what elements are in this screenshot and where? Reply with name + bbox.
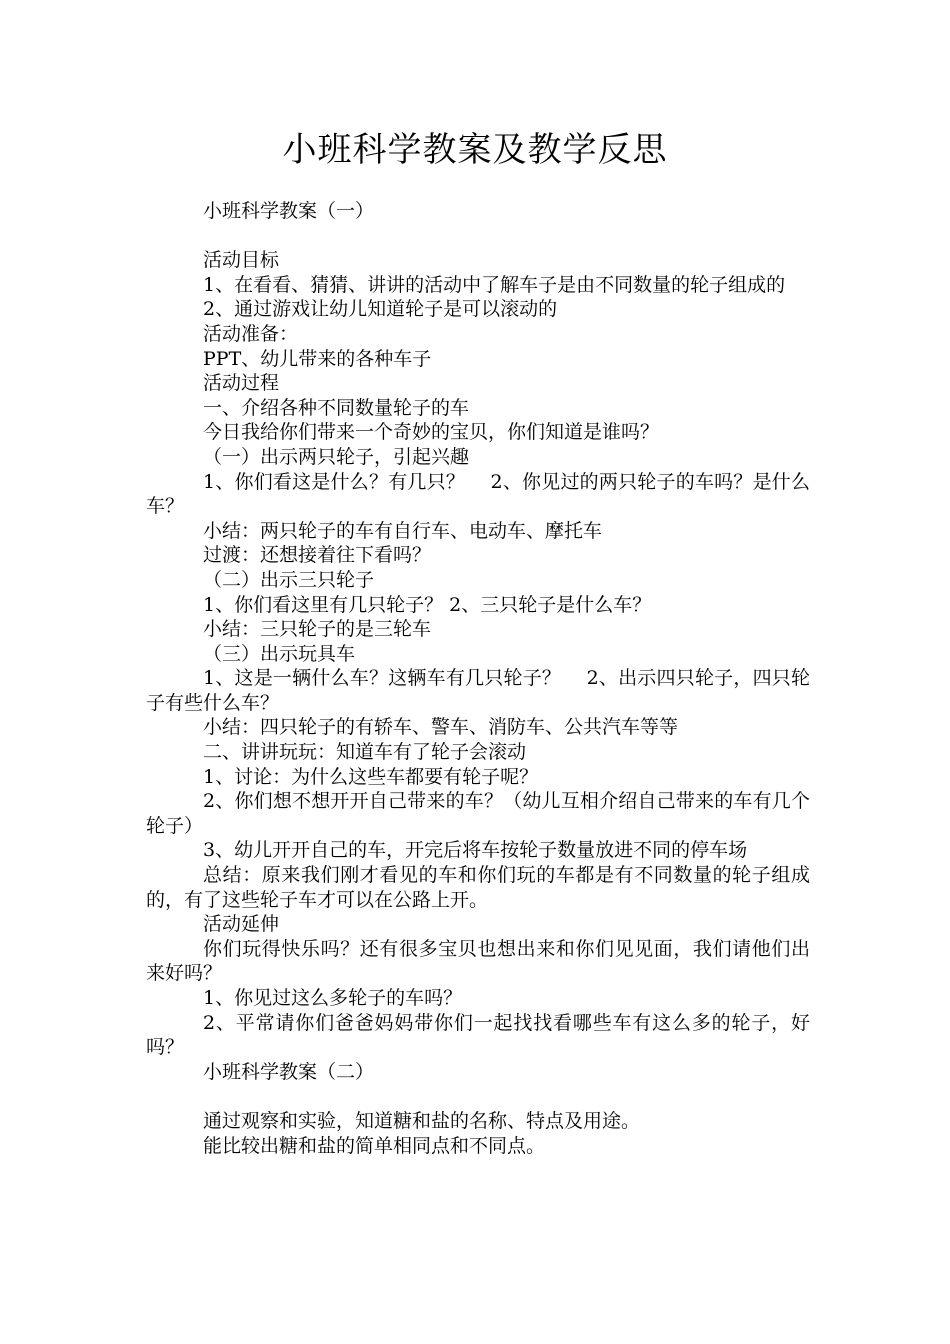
paragraph: 小结：三只轮子的是三轮车 (203, 618, 432, 641)
paragraph: 小结：四只轮子的有轿车、警车、消防车、公共汽车等等 (203, 716, 679, 739)
paragraph: 通过观察和实验，知道糖和盐的名称、特点及用途。 (203, 1109, 641, 1132)
paragraph: 2、你们想不想开开自己带来的车？（幼儿互相介绍自己带来的车有几个轮子） (146, 790, 810, 837)
paragraph: 3、幼儿开开自己的车，开完后将车按轮子数量放进不同的停车场 (203, 839, 748, 862)
paragraph: 你们玩得快乐吗？还有很多宝贝也想出来和你们见见面，我们请他们出来好吗？ (146, 937, 810, 985)
paragraph: （二）出示三只轮子 (203, 568, 375, 591)
paragraph: 1、在看看、猜猜、讲讲的活动中了解车子是由不同数量的轮子组成的 (203, 273, 786, 296)
paragraph: 二、讲讲玩玩：知道车有了轮子会滚动 (203, 741, 527, 764)
paragraph-activity-process: 活动过程 (203, 372, 280, 395)
document-body (146, 199, 810, 1158)
paragraph-activity-extension: 活动延伸 (203, 913, 280, 936)
paragraph: 1、你见过这么多轮子的车吗？ (203, 987, 463, 1009)
section-heading-1: 小班科学教案（一） (203, 200, 375, 222)
paragraph: 总结：原来我们刚才看见的车和你们玩的车都是有不同数量的轮子组成的，有了这些轮子车才可以在公路上开。 (146, 864, 810, 911)
paragraph: PPT、幼儿带来的各种车子 (203, 347, 432, 370)
paragraph: （三）出示玩具车 (203, 642, 356, 665)
paragraph: 能比较出糖和盐的简单相同点和不同点。 (203, 1134, 546, 1157)
paragraph: 小结：两只轮子的车有自行车、电动车、摩托车 (203, 519, 603, 542)
paragraph: 今日我给你们带来一个奇妙的宝贝，你们知道是谁吗？ (203, 421, 660, 444)
paragraph: 1、你们看这是什么？有几只？ 2、你见过的两只轮子的车吗？是什么车？ (146, 470, 810, 518)
paragraph: 过渡：还想接着往下看吗？ (203, 544, 432, 567)
paragraph-activity-prep: 活动准备： (203, 322, 299, 345)
paragraph: 2、通过游戏让幼儿知道轮子是可以滚动的 (203, 298, 558, 321)
paragraph-activity-goals: 活动目标 (203, 249, 280, 272)
section-heading-2: 小班科学教案（二） (203, 1060, 375, 1083)
paragraph: 一、介绍各种不同数量轮子的车 (203, 396, 470, 419)
paragraph: 1、讨论：为什么这些车都要有轮子呢？ (203, 765, 539, 788)
blank-line (146, 224, 810, 249)
paragraph: 1、你们看这里有几只轮子？ 2、三只轮子是什么车？ (203, 593, 652, 616)
paragraph: 2、平常请你们爸爸妈妈带你们一起找找看哪些车有这么多的轮子，好吗？ (146, 1011, 810, 1059)
document-title: 小班科学教案及教学反思 (282, 130, 668, 170)
paragraph: 1、这是一辆什么车？这辆车有几只轮子？ 2、出示四只轮子，四只轮子有些什么车？ (146, 667, 810, 714)
paragraph: （一）出示两只轮子，引起兴趣 (203, 445, 470, 468)
blank-line (146, 1084, 810, 1109)
